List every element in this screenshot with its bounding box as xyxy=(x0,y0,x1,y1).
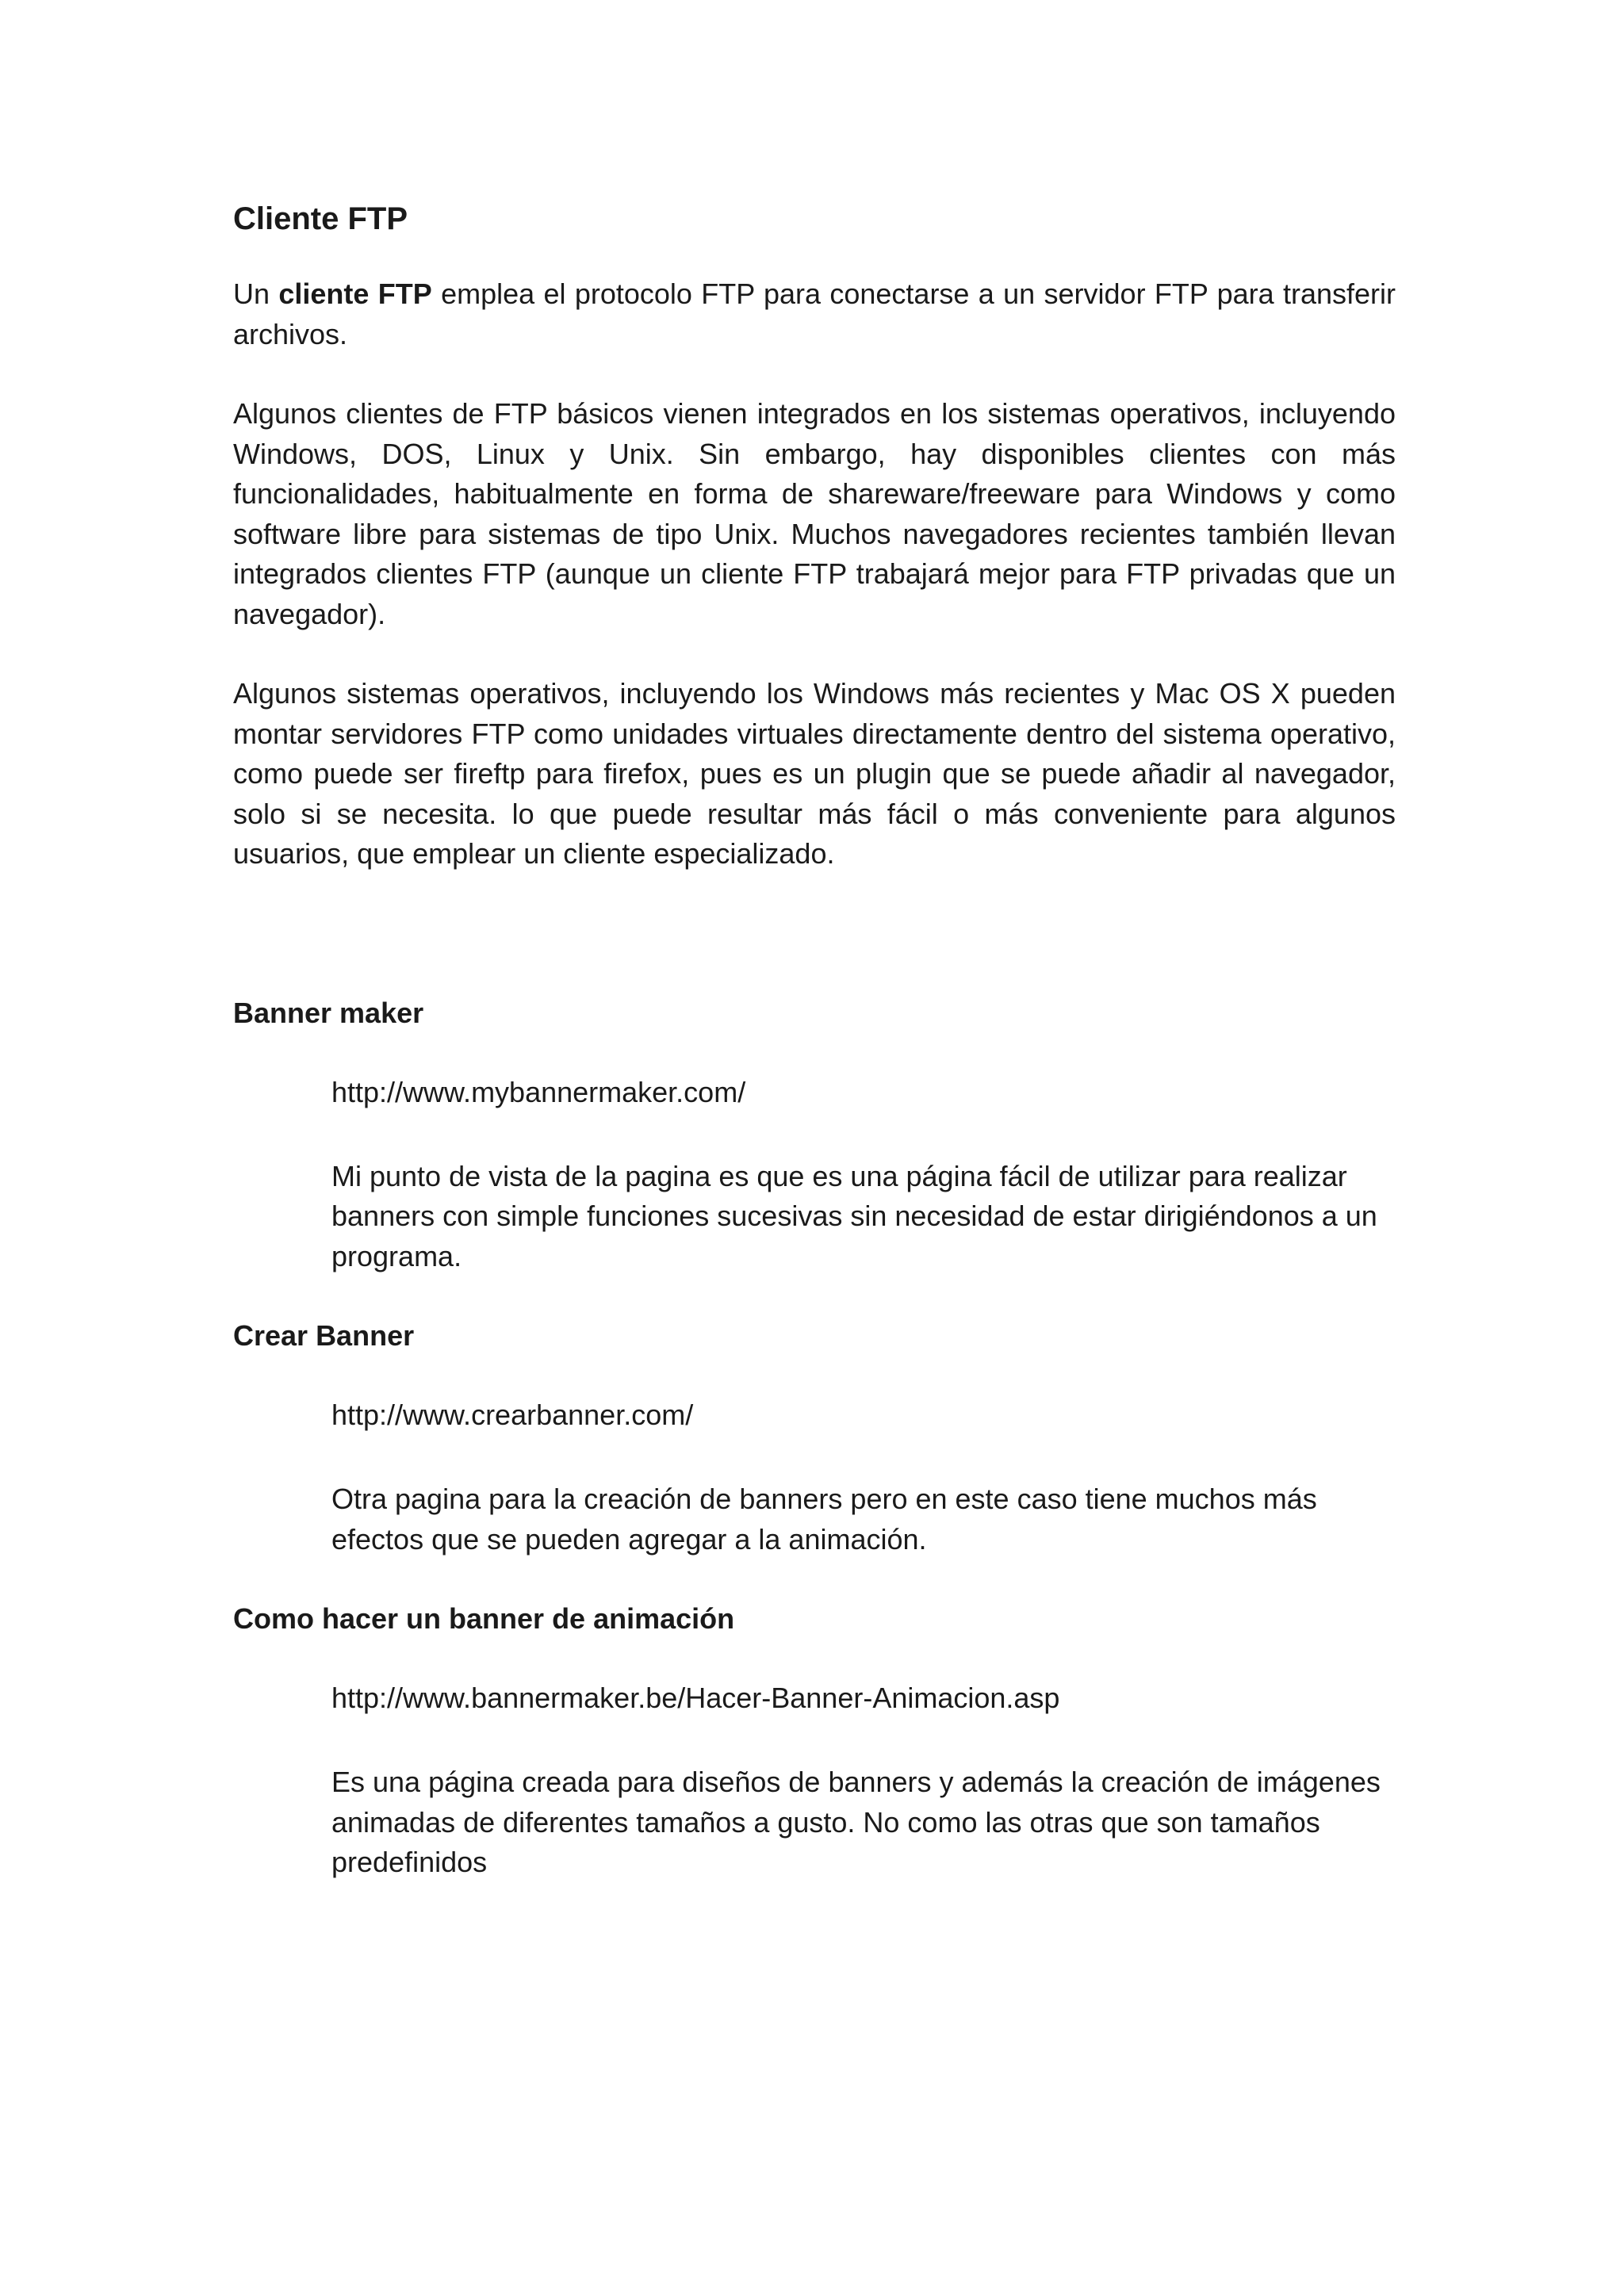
section-heading: Crear Banner xyxy=(233,1319,415,1352)
ftp-os-paragraph: Algunos sistemas operativos, incluyendo los Windows más recientes y Mac OS X pueden montar servidores FTP como unidades virtuales directamente dentro del sistema operativo, como puede ser fireftp para firefox, pues es un plugin que se puede añadir al navegador, solo si se necesita. lo que puede resultar más fácil o más conveniente para algunos usuarios, que emplear un cliente especializado. xyxy=(233,677,1396,870)
section-description: Es una página creada para diseños de banners y además la creación de imágenes animadas de diferentes tamaños a gusto. No como las otras que son tamaños predefinidos xyxy=(331,1766,1381,1878)
section-heading: Como hacer un banner de animación xyxy=(233,1602,735,1635)
section-description: Otra pagina para la creación de banners pero en este caso tiene muchos más efectos que se pueden agregar a la animación. xyxy=(331,1483,1317,1556)
document-title: Cliente FTP xyxy=(233,201,408,236)
section-url: http://www.bannermaker.be/Hacer-Banner-Animacion.asp xyxy=(331,1682,1060,1714)
section-banner-maker xyxy=(233,993,1396,1277)
section-description: Mi punto de vista de la pagina es que es una página fácil de utilizar para realizar banners con simple funciones sucesivas sin necesidad de estar dirigiéndonos a un programa. xyxy=(331,1159,1377,1272)
intro-bold-term: cliente FTP xyxy=(278,277,432,310)
intro-paragraph xyxy=(233,274,1396,354)
section-banner-animacion xyxy=(233,1599,1396,1883)
section-crear-banner xyxy=(233,1316,1396,1559)
ftp-clients-paragraph: Algunos clientes de FTP básicos vienen integrados en los sistemas operativos, incluyendo Windows, DOS, Linux y Unix. Sin embargo, hay disponibles clientes con más funcionalidades, habitualmente en forma de shareware/freeware para Windows y como software libre para sistemas de tipo Unix. Muchos navegadores recientes también llevan integrados clientes FTP (aunque un cliente FTP trabajará mejor para FTP privadas que un navegador). xyxy=(233,397,1396,630)
intro-suffix: emplea el protocolo FTP para conectarse a un servidor FTP para transferir archivos. xyxy=(233,277,1396,350)
section-url: http://www.crearbanner.com/ xyxy=(331,1399,694,1431)
section-url: http://www.mybannermaker.com/ xyxy=(331,1075,746,1108)
intro-prefix: Un xyxy=(233,277,279,310)
section-heading: Banner maker xyxy=(233,996,424,1029)
document-body xyxy=(233,195,1396,1923)
